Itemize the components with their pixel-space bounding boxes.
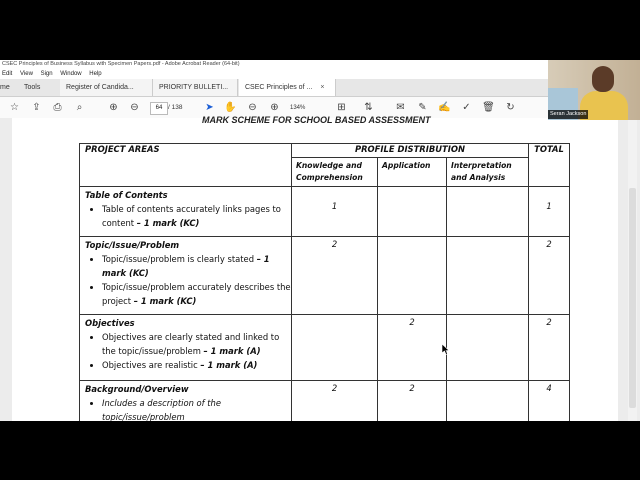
header-total: TOTAL xyxy=(529,144,570,187)
header-project-areas: PROJECT AREAS xyxy=(80,144,292,187)
criterion-item: • Includes a description of the topic/issue/problem xyxy=(102,396,291,421)
tab-csec-label: CSEC Principles of ... xyxy=(245,84,313,91)
delete-icon[interactable]: 🗑 xyxy=(482,102,495,113)
scroll-mode-icon[interactable]: ⇅ xyxy=(364,102,373,113)
comment-icon[interactable]: ✉ xyxy=(396,102,405,113)
menu-view[interactable]: View xyxy=(20,71,33,77)
document-viewer[interactable] xyxy=(0,115,640,421)
total-value: 1 xyxy=(529,187,570,237)
area-cell xyxy=(80,315,292,381)
total-value: 2 xyxy=(529,237,570,315)
fit-page-icon[interactable]: ⊞ xyxy=(337,102,346,113)
search-icon[interactable]: ⌕ xyxy=(76,102,83,113)
total-value: 2 xyxy=(529,315,570,381)
kc-value: 2 xyxy=(292,237,378,315)
area-title: Topic/Issue/Problem xyxy=(85,240,180,250)
area-title: Background/Overview xyxy=(85,384,189,394)
scrollbar-thumb[interactable] xyxy=(629,188,636,408)
ia-value xyxy=(447,381,529,422)
criterion-item: • Objectives are clearly stated and linked to the topic/issue/problem – 1 mark (A) xyxy=(102,330,291,358)
tab-register[interactable] xyxy=(60,79,153,96)
criterion-item: • Table of contents accurately links pages to content – 1 mark (KC) xyxy=(102,202,291,230)
area-title: Objectives xyxy=(85,318,135,328)
select-cursor-icon[interactable]: ➤ xyxy=(205,102,214,113)
area-cell xyxy=(80,187,292,237)
webcam-overlay xyxy=(548,60,640,120)
total-value: 4 xyxy=(529,381,570,422)
menu-help[interactable]: Help xyxy=(89,71,102,77)
sign-icon[interactable]: ✍ xyxy=(438,102,451,113)
table-row xyxy=(80,381,570,422)
zoom-level[interactable]: 134% xyxy=(290,105,306,111)
hand-tool-icon[interactable]: ✋ xyxy=(224,102,237,113)
criterion-item: • Topic/issue/problem accurately describes the project – 1 mark (KC) xyxy=(102,280,291,308)
menu-sign[interactable]: Sign xyxy=(40,71,53,77)
table-row xyxy=(80,187,570,237)
upload-icon[interactable]: ⇪ xyxy=(32,102,41,113)
app-value xyxy=(378,237,447,315)
header-interpretation: Interpretation and Analysis xyxy=(447,158,529,187)
criterion-item: • Objectives are realistic – 1 mark (A) xyxy=(102,358,291,372)
menu-edit[interactable]: Edit xyxy=(2,71,13,77)
page-number-input[interactable]: 64 xyxy=(150,102,168,115)
ia-value xyxy=(447,315,529,381)
ia-value xyxy=(447,187,529,237)
pen-icon[interactable]: ✎ xyxy=(418,102,427,113)
tab-priority-label: PRIORITY BULLETI... xyxy=(159,84,229,91)
tab-priority[interactable] xyxy=(153,79,238,96)
app-value: 2 xyxy=(378,381,447,422)
area-cell xyxy=(80,237,292,315)
header-application: Application xyxy=(378,158,447,187)
tab-register-label: Register of Candida... xyxy=(66,84,134,91)
tab-home[interactable]: me xyxy=(0,84,10,91)
presenter-name: Seran Jackson xyxy=(550,111,587,117)
presenter-head xyxy=(592,66,614,92)
prev-page-icon[interactable]: ⊕ xyxy=(109,102,118,113)
mark-scheme-table xyxy=(79,143,570,421)
page-heading: MARK SCHEME FOR SCHOOL BASED ASSESSMENT xyxy=(202,115,431,125)
page-total: / 138 xyxy=(168,104,183,111)
ia-value xyxy=(447,237,529,315)
criterion-item: • Topic/issue/problem is clearly stated – 1 mark (KC) xyxy=(102,252,291,280)
header-kc: Knowledge and Comprehension xyxy=(292,158,378,187)
header-profile-distribution: PROFILE DISTRIBUTION xyxy=(292,144,529,158)
menu-bar xyxy=(0,69,640,79)
area-title: Table of Contents xyxy=(85,190,168,200)
kc-value: 1 xyxy=(292,187,378,237)
rotate-icon[interactable]: ↻ xyxy=(506,102,515,113)
zoom-out-icon[interactable]: ⊖ xyxy=(248,102,257,113)
menu-window[interactable]: Window xyxy=(60,71,82,77)
acrobat-window xyxy=(0,60,640,421)
table-row xyxy=(80,315,570,381)
area-cell xyxy=(80,381,292,422)
tab-csec[interactable] xyxy=(239,79,336,96)
zoom-in-icon[interactable]: ⊕ xyxy=(270,102,279,113)
tab-bar xyxy=(0,79,640,97)
app-value xyxy=(378,187,447,237)
table-row xyxy=(80,237,570,315)
kc-value: 2 xyxy=(292,381,378,422)
close-tab-icon[interactable]: × xyxy=(320,84,325,91)
tab-tools[interactable]: Tools xyxy=(24,84,41,91)
window-title: CSEC Principles of Business Syllabus with Specimen Papers.pdf - Adobe Acrobat Reader (64-bit) xyxy=(0,60,640,69)
next-page-icon[interactable]: ⊖ xyxy=(130,102,139,113)
kc-value xyxy=(292,315,378,381)
star-icon[interactable]: ☆ xyxy=(10,102,19,113)
app-value: 2 xyxy=(378,315,447,381)
fill-sign-icon[interactable]: ✓ xyxy=(462,102,471,113)
print-icon[interactable]: ⎙ xyxy=(53,102,62,113)
left-gutter xyxy=(0,118,12,421)
